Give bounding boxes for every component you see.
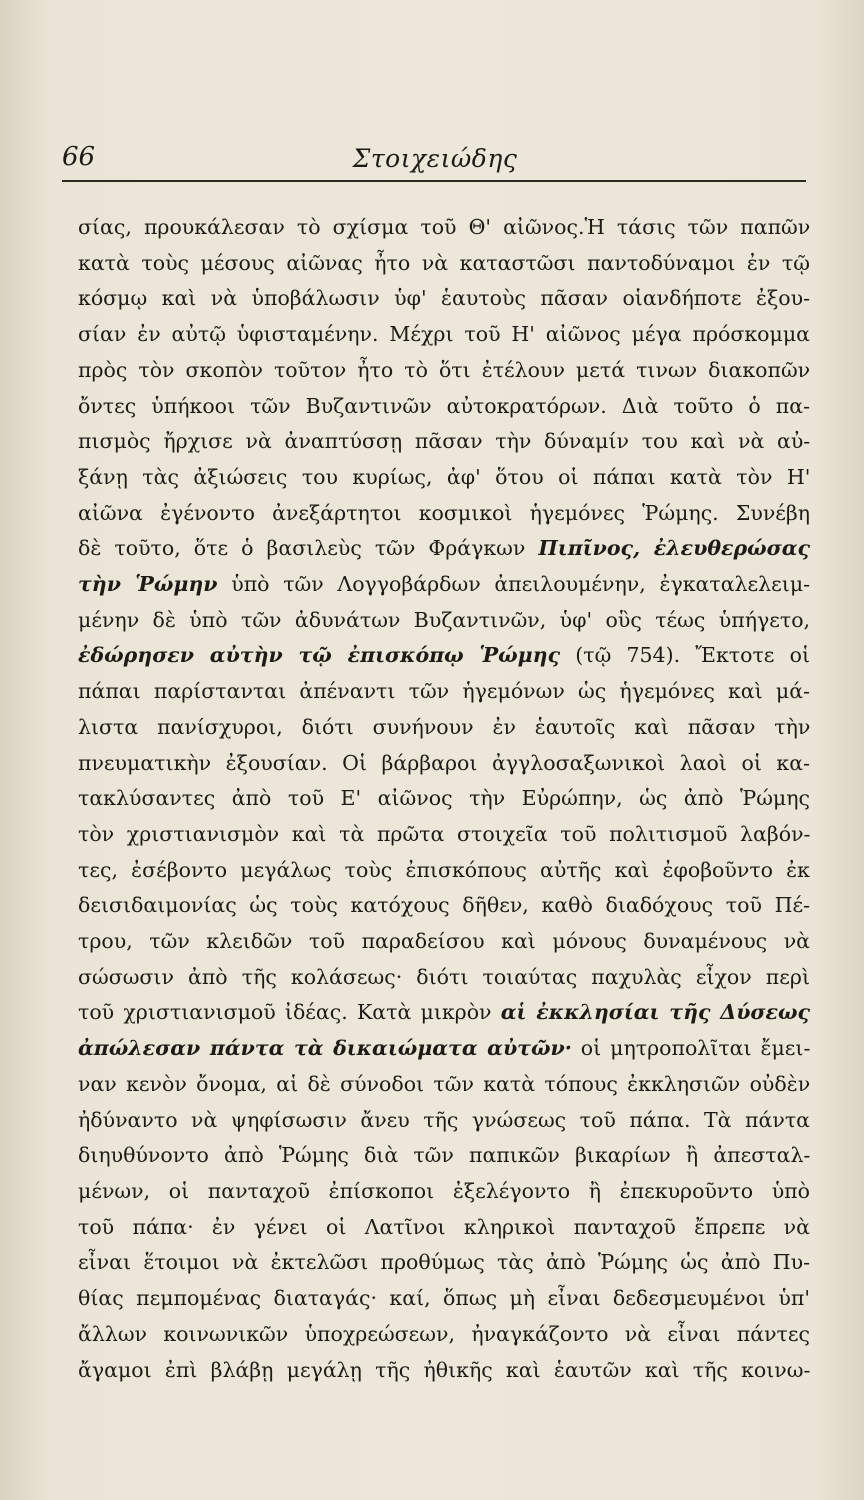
text-line: σίας, προυκάλεσαν τὸ σχίσμα τοῦ Θ' αἰῶνος.Ἡ τάσις τῶν παπῶν	[78, 215, 811, 239]
text-line: τες, ἐσέβοντο μεγάλως τοὺς ἐπισκόπους αὐτῆς καὶ ἐφοβοῦντο ἐκ	[78, 857, 810, 882]
text-line: πρὸς τὸν σκοπὸν τοῦτον ἦτο τὸ ὅτι ἐτέλουν μετά τινων διακοπῶν	[78, 357, 811, 382]
text-line: σίαν ἐν αὐτῷ ὑφισταμένην. Μέχρι τοῦ Η' αἰῶνος μέγα πρόσκομμα	[78, 322, 810, 347]
header-rule	[62, 180, 806, 182]
text-line: μένην δὲ ὑπὸ τῶν ἀδυνάτων Βυζαντινῶν, ὑφ' οὓς τέως ὑπήγετο,	[78, 607, 811, 632]
text-line: ἀπώλεσαν πάντα τὰ δικαιώματα αὐτῶν· οἱ μητροπολῖται ἔμει-	[78, 1036, 811, 1061]
text-line: δεισιδαιμονίας ὡς τοὺς κατόχους δῆθεν, καθὸ διαδόχους τοῦ Πέ-	[78, 893, 810, 918]
text-line: κόσμῳ καὶ νὰ ὑποβάλωσιν ὑφ' ἑαυτοὺς πᾶσαν οἱανδήποτε ἐξου-	[78, 286, 810, 311]
text-line: ἠδύναντο νὰ ψηφίσωσιν ἄνευ τῆς γνώσεως τοῦ πάπα. Τὰ πάντα	[78, 1107, 810, 1132]
body-text	[78, 210, 810, 1388]
emphasis: αἱ ἐκκλησίαι τῆς Δύσεως	[500, 1000, 810, 1025]
text-line: τοῦ πάπα· ἐν γένει οἱ Λατῖνοι κληρικοὶ πανταχοῦ ἔπρεπε νὰ	[78, 1214, 810, 1239]
text-line: ἐδώρησεν αὐτὴν τῷ ἐπισκόπῳ Ῥώμης (τῷ 754). Ἔκτοτε οἱ	[78, 643, 810, 668]
page-header	[62, 142, 808, 182]
text-line: ναν κενὸν ὄνομα, αἱ δὲ σύνοδοι τῶν κατὰ τόπους ἐκκλησιῶν οὐδὲν	[78, 1071, 811, 1096]
text-line: ἄλλων κοινωνικῶν ὑποχρεώσεων, ἠναγκάζοντο νὰ εἶναι πάντες	[78, 1321, 810, 1346]
text-line: κατὰ τοὺς μέσους αἰῶνας ἦτο νὰ καταστῶσι παντοδύναμοι ἐν τῷ	[78, 250, 810, 275]
text-line: τοῦ χριστιανισμοῦ ἰδέας. Κατὰ μικρὸν αἱ ἐκκλησίαι τῆς Δύσεως	[78, 1000, 810, 1025]
text-line: τὴν Ῥώμην ὑπὸ τῶν Λογγοβάρδων ἀπειλουμένην, ἐγκαταλελειμ-	[78, 572, 811, 597]
running-title: Στοιχειώδης	[352, 144, 518, 173]
text-line: διηυθύνοντο ἀπὸ Ῥώμης διὰ τῶν παπικῶν βικαρίων ἢ ἀπεσταλ-	[78, 1143, 811, 1168]
text-line: πισμὸς ἤρχισε νὰ ἀναπτύσσῃ πᾶσαν τὴν δύναμίν του καὶ νὰ αὐ-	[78, 429, 811, 454]
text-line: λιστα πανίσχυροι, διότι συνήνουν ἐν ἑαυτοῖς καὶ πᾶσαν τὴν	[78, 714, 811, 739]
emphasis: Πιπῖνος, ἐλευθερώσας	[538, 536, 810, 561]
text-line: σώσωσιν ἀπὸ τῆς κολάσεως· διότι τοιαύτας παχυλὰς εἶχον περὶ	[78, 964, 810, 989]
text-line: ξάνῃ τὰς ἀξιώσεις του κυρίως, ἀφ' ὅτου οἱ πάπαι κατὰ τὸν Η'	[78, 464, 811, 489]
text-line: ἄγαμοι ἐπὶ βλάβῃ μεγάλῃ τῆς ἠθικῆς καὶ ἑαυτῶν καὶ τῆς κοινω-	[78, 1357, 811, 1382]
emphasis: ἀπώλεσαν πάντα τὰ δικαιώματα αὐτῶν·	[78, 1036, 572, 1061]
text-line: αἰῶνα ἐγένοντο ἀνεξάρτητοι κοσμικοὶ ἡγεμόνες Ῥώμης. Συνέβη	[78, 500, 811, 525]
text-line: δὲ τοῦτο, ὅτε ὁ βασιλεὺς τῶν Φράγκων Πιπῖνος, ἐλευθερώσας	[78, 536, 810, 561]
text-line: εἶναι ἕτοιμοι νὰ ἐκτελῶσι προθύμως τὰς ἀπὸ Ῥώμης ὡς ἀπὸ Πυ-	[78, 1250, 811, 1275]
text-line: τρου, τῶν κλειδῶν τοῦ παραδείσου καὶ μόνους δυναμένους νὰ	[78, 929, 810, 954]
text-line: τακλύσαντες ἀπὸ τοῦ Ε' αἰῶνος τὴν Εὐρώπην, ὡς ἀπὸ Ῥώμης	[78, 786, 810, 811]
emphasis: ἐδώρησεν αὐτὴν τῷ ἐπισκόπῳ Ῥώμης	[78, 643, 561, 668]
text-line: τὸν χριστιανισμὸν καὶ τὰ πρῶτα στοιχεῖα τοῦ πολιτισμοῦ λαβόν-	[78, 821, 811, 846]
page-number: 66	[62, 142, 96, 172]
text-line: ὄντες ὑπήκοοι τῶν Βυζαντινῶν αὐτοκρατόρων. Διὰ τοῦτο ὁ πα-	[78, 393, 810, 418]
text-line: μένων, οἱ πανταχοῦ ἐπίσκοποι ἐξελέγοντο ἢ ἐπεκυροῦντο ὑπὸ	[78, 1178, 810, 1203]
emphasis: τὴν Ῥώμην	[78, 572, 218, 597]
text-line: πάπαι παρίστανται ἀπέναντι τῶν ἡγεμόνων ὡς ἡγεμόνες καὶ μά-	[78, 679, 810, 704]
text-line: πνευματικὴν ἐξουσίαν. Οἱ βάρβαροι ἀγγλοσαξωνικοὶ λαοὶ οἱ κα-	[78, 750, 810, 775]
text-line: θίας πεμπομένας διαταγάς· καί, ὅπως μὴ εἶναι δεδεσμευμένοι ὑπ'	[78, 1286, 810, 1311]
